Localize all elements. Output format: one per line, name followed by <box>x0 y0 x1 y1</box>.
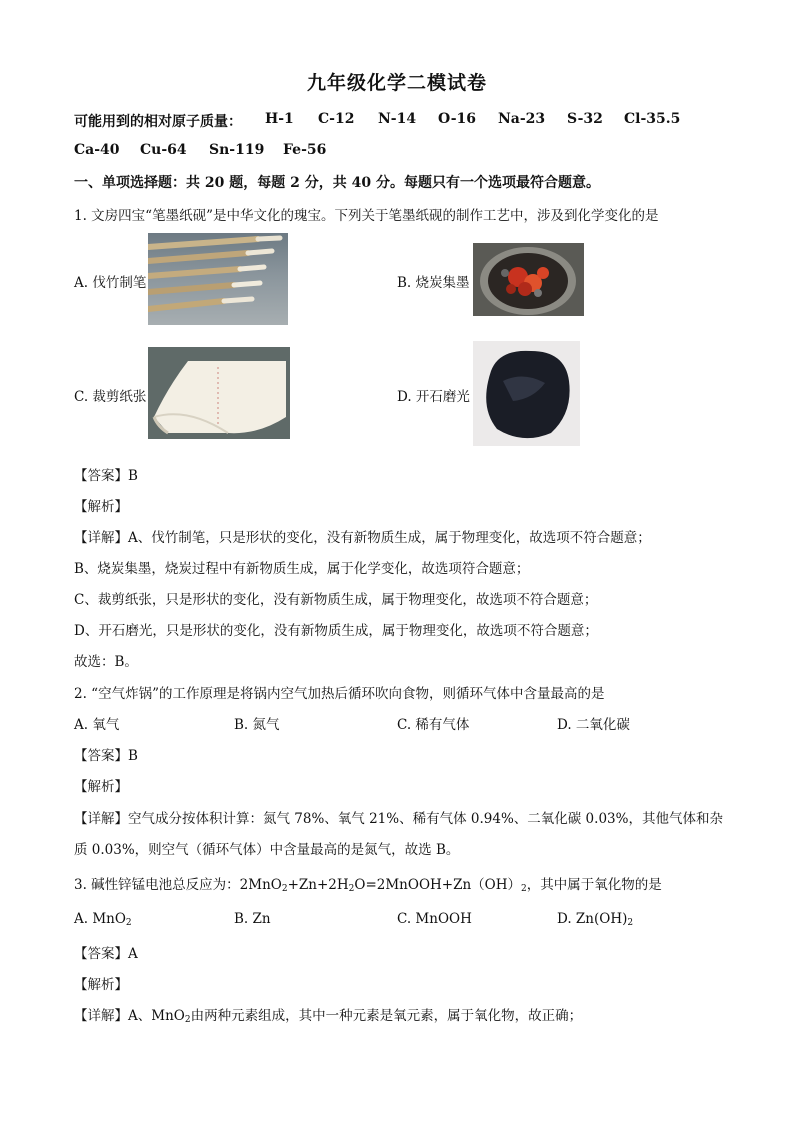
mass-item: S-32 <box>567 111 603 127</box>
mass-item: Cl-35.5 <box>624 111 681 127</box>
q1-detail-line: C、裁剪纸张，只是形状的变化，没有新物质生成，属于物理变化，故选项不符合题意； <box>74 592 598 608</box>
q1-analysis-label: 【解析】 <box>74 499 128 515</box>
q2-detail-line: 质 0.03%，则空气（循环气体）中含量最高的是氮气，故选 B。 <box>74 842 460 858</box>
q3-answer: 【答案】A <box>74 946 138 962</box>
mass-item: Fe-56 <box>283 142 327 158</box>
q2-option-d: D. 二氧化碳 <box>557 717 630 733</box>
q2-option-a: A. 氧气 <box>74 717 120 733</box>
q3-option-c: C. MnOOH <box>397 911 472 927</box>
page-title: 九年级化学二模试卷 <box>306 72 487 94</box>
q3-analysis-label: 【解析】 <box>74 977 128 993</box>
question-1-stem: 1. 文房四宝“笔墨纸砚”是中华文化的瑰宝。下列关于笔墨纸砚的制作工艺中，涉及到化学变化的是 <box>74 208 659 224</box>
q1-detail-line: B、烧炭集墨，烧炭过程中有新物质生成，属于化学变化，故选项符合题意； <box>74 561 530 577</box>
q1-detail-line: D、开石磨光，只是形状的变化，没有新物质生成，属于物理变化，故选项不符合题意； <box>74 623 598 639</box>
q2-detail-line: 【详解】空气成分按体积计算：氮气 78%、氧气 21%、稀有气体 0.94%、二氧化碳 0.03%，其他气体和杂 <box>74 811 723 827</box>
mass-item: N-14 <box>378 111 417 127</box>
mass-item: H-1 <box>265 111 294 127</box>
mass-item: C-12 <box>318 111 355 127</box>
mass-item: Na-23 <box>498 111 546 127</box>
q3-option-d: D. $Zn(OH)_2$ <box>557 911 634 928</box>
q1-option-a: A. 伐竹制笔 <box>74 275 147 291</box>
q2-answer: 【答案】B <box>74 748 138 764</box>
q2-option-b: B. 氮气 <box>234 717 280 733</box>
q1-detail-line: 故选：B。 <box>74 654 138 670</box>
section-heading: 一、单项选择题：共 20 题，每题 2 分，共 40 分。每题只有一个选项最符合题意。 <box>74 175 600 191</box>
q1-option-c: C. 裁剪纸张 <box>74 389 147 405</box>
q3-detail-line: 【详解】A、MnO$_2$由两种元素组成，其中一种元素是氧元素，属于氧化物，故正确； <box>74 1008 583 1025</box>
mass-item: Ca-40 <box>74 142 120 158</box>
q3-option-b: B. Zn <box>234 911 271 927</box>
charcoal-image <box>473 243 584 316</box>
paper-stack-image <box>148 347 290 439</box>
mass-item: Cu-64 <box>140 142 187 158</box>
question-2-stem: 2. “空气炸锅”的工作原理是将锅内空气加热后循环吹向食物，则循环气体中含量最高的是 <box>74 686 605 702</box>
brush-pens-image <box>148 233 288 325</box>
mass-item: Sn-119 <box>209 142 265 158</box>
q1-detail-line: 【详解】A、伐竹制笔，只是形状的变化，没有新物质生成，属于物理变化，故选项不符合题意； <box>74 530 651 546</box>
question-3-stem: 3. 碱性锌锰电池总反应为：$2MnO_2+Zn+2H_2O=2MnOOH+Zn(OH)_2$，其中属于氧化物的是 <box>74 877 662 894</box>
q2-analysis-label: 【解析】 <box>74 779 128 795</box>
inkstone-image <box>473 341 580 446</box>
q1-answer: 【答案】B <box>74 468 138 484</box>
q1-option-b: B. 烧炭集墨 <box>397 275 470 291</box>
q2-option-c: C. 稀有气体 <box>397 717 470 733</box>
q1-option-d: D. 开石磨光 <box>397 389 470 405</box>
mass-item: O-16 <box>438 111 477 127</box>
atomic-mass-label: 可能用到的相对原子质量： <box>74 114 242 130</box>
q3-option-a: A. MnO$_2$ <box>74 911 132 928</box>
